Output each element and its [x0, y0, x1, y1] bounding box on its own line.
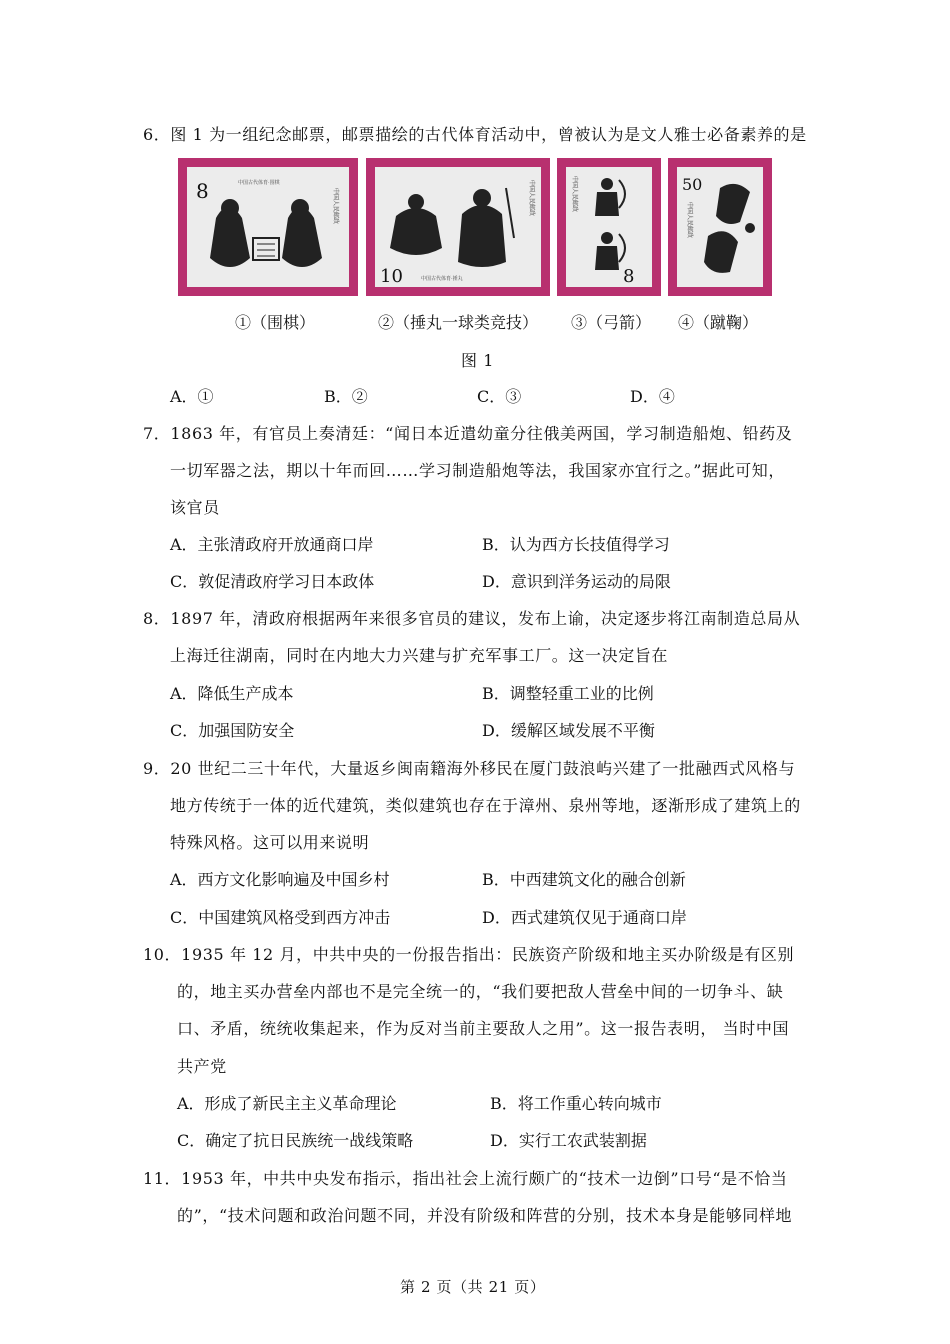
q10-line-1: 10．1935 年 12 月，中共中央的一份报告指出：民族资产阶级和地主买办阶级是有区别	[143, 945, 795, 964]
stamp-2-seal: 中国古代体育·捶丸	[421, 276, 463, 282]
q10-line-2: 的，地主买办营垒内部也不是完全统一的，“我们要把敌人营垒中间的一切争斗、缺	[177, 982, 784, 1001]
q10-line-3: 口、矛盾，统统收集起来，作为反对当前主要敌人之用”。这一报告表明， 当时中国	[177, 1019, 790, 1038]
stamp-2-value: 10	[380, 266, 403, 287]
q10-option-b: B．将工作重心转向城市	[490, 1094, 662, 1113]
caption-archery: ③（弓箭）	[571, 313, 652, 332]
page-footer: 第 2 页（共 21 页）	[400, 1278, 546, 1296]
stamp-1-value: 8	[196, 179, 209, 203]
q8-option-d: D．缓解区域发展不平衡	[482, 721, 655, 740]
q7-line-2: 一切军器之法，期以十年而回……学习制造船炮等法，我国家亦宜行之。”据此可知，	[170, 461, 785, 480]
stamp-2-country: 中国人民邮政	[528, 180, 535, 217]
stamp-3-value: 8	[623, 266, 635, 287]
q7-option-a: A．主张清政府开放通商口岸	[170, 535, 374, 554]
q8-line-2: 上海迁往湖南，同时在内地大力兴建与扩充军事工厂。这一决定旨在	[170, 646, 669, 665]
stamp-4-country: 中国人民邮政	[686, 202, 693, 239]
q8-line-1: 8．1897 年，清政府根据两年来很多官员的建议，发布上谕，决定逐步将江南制造总局从	[143, 609, 801, 628]
stamp-3-country: 中国人民邮政	[571, 176, 578, 213]
q9-line-3: 特殊风格。这可以用来说明	[170, 833, 370, 852]
q7-line-3: 该官员	[170, 498, 220, 517]
q10-option-c: C．确定了抗日民族统一战线策略	[177, 1131, 414, 1150]
q7-option-c: C．敦促清政府学习日本政体	[170, 572, 375, 591]
q6-option-a: A．①	[170, 387, 214, 406]
q9-option-d: D．西式建筑仅见于通商口岸	[482, 908, 687, 927]
q6-option-d: D．④	[630, 387, 675, 406]
q7-line-1: 7．1863 年，有官员上奏清廷：“闻日本近遣幼童分往俄美两国，学习制造船炮、铅药及	[143, 424, 793, 443]
q9-option-c: C．中国建筑风格受到西方冲击	[170, 908, 391, 927]
q9-option-a: A．西方文化影响遍及中国乡村	[170, 870, 390, 889]
stamp-1-country: 中国人民邮政	[332, 188, 339, 225]
stamp-1-seal: 中国古代体育·围棋	[238, 180, 280, 186]
q8-option-a: A．降低生产成本	[170, 684, 294, 703]
q9-line-1: 9．20 世纪二三十年代，大量返乡闽南籍海外移民在厦门鼓浪屿兴建了一批融西式风格与	[143, 759, 796, 778]
q7-option-b: B．认为西方长技值得学习	[482, 535, 670, 554]
q8-option-c: C．加强国防安全	[170, 721, 295, 740]
q10-option-d: D．实行工农武装割据	[490, 1131, 647, 1150]
stamp-4-value: 50	[682, 175, 703, 194]
q10-option-a: A．形成了新民主主义革命理论	[177, 1094, 397, 1113]
stamp-archery-image	[557, 158, 661, 296]
stamp-chuiwan-image	[366, 158, 550, 296]
q8-option-b: B．调整轻重工业的比例	[482, 684, 654, 703]
stamp-cuju-image	[668, 158, 772, 296]
q10-line-4: 共产党	[177, 1057, 227, 1076]
caption-cuju: ④（蹴鞠）	[678, 313, 759, 332]
figure-label: 图 1	[461, 351, 495, 370]
q7-option-d: D．意识到洋务运动的局限	[482, 572, 671, 591]
caption-chuiwan: ②（捶丸一球类竞技）	[378, 313, 539, 332]
q11-line-1: 11．1953 年，中共中央发布指示，指出社会上流行颇广的“技术一边倒”口号“是不恰当	[143, 1169, 788, 1188]
q11-line-2: 的”，“技术问题和政治问题不同，并没有阶级和阵营的分别，技术本身是能够同样地	[177, 1206, 793, 1225]
stamp-go-image	[178, 158, 358, 296]
caption-go: ①（围棋）	[235, 313, 316, 332]
q9-option-b: B．中西建筑文化的融合创新	[482, 870, 686, 889]
q6-option-c: C．③	[477, 387, 522, 406]
q6-stem: 6．图 1 为一组纪念邮票，邮票描绘的古代体育活动中，曾被认为是文人雅士必备素养的是	[143, 125, 807, 144]
q6-option-b: B．②	[324, 387, 368, 406]
q9-line-2: 地方传统于一体的近代建筑，类似建筑也存在于漳州、泉州等地，逐渐形成了建筑上的	[170, 796, 801, 815]
